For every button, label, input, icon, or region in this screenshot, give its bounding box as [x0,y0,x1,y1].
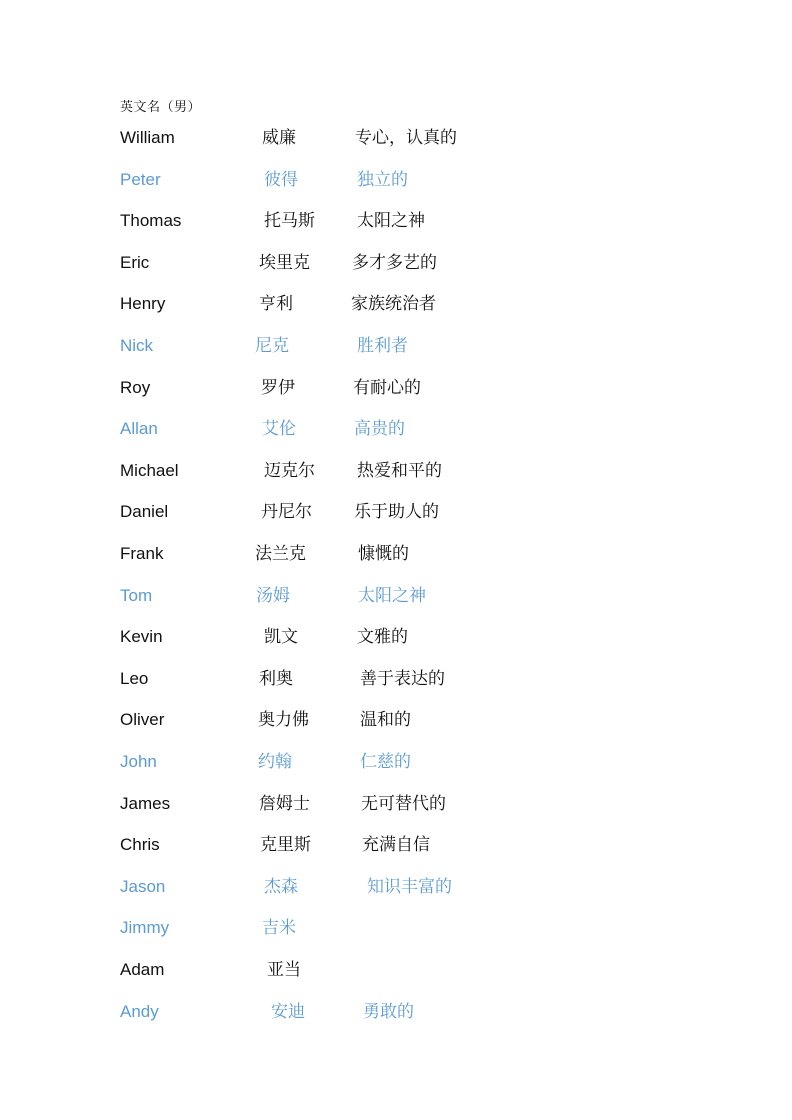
table-row [0,250,792,276]
name-meaning: 仁慈的 [360,752,411,772]
chinese-name: 彼得 [264,169,298,190]
chinese-name: 艾伦 [262,419,296,440]
chinese-name: 尼克 [255,336,289,356]
table-row [0,832,792,858]
table-row [0,458,792,484]
english-name: Nick [120,336,154,355]
english-name: Leo [120,668,149,688]
name-meaning: 太阳之神 [357,211,425,232]
english-name: Oliver [120,710,165,730]
chinese-name: 杰森 [264,876,298,897]
chinese-name: 凯文 [264,627,298,648]
table-row [0,541,792,567]
chinese-name: 约翰 [258,752,292,772]
name-meaning: 家族统治者 [351,294,436,315]
name-meaning: 热爱和平的 [357,460,442,481]
name-meaning: 有耐心的 [353,377,421,398]
name-meaning: 胜利者 [357,336,408,356]
name-meaning: 高贵的 [354,419,405,440]
table-row [0,999,792,1025]
chinese-name: 詹姆士 [259,793,310,814]
chinese-name: 汤姆 [256,585,290,606]
chinese-name: 迈克尔 [264,460,315,481]
section-heading: 英文名（男） [120,100,202,115]
table-row [0,624,792,650]
table-row [0,957,792,983]
chinese-name: 吉米 [262,918,296,939]
chinese-name: 奥力佛 [258,710,309,731]
english-name: Allan [120,419,158,439]
table-row [0,583,792,609]
table-row [0,499,792,525]
chinese-name: 克里斯 [260,835,311,856]
english-name: Jimmy [120,918,170,938]
english-name: Michael [120,460,179,480]
name-meaning: 勇敢的 [363,1001,414,1022]
table-row [0,167,792,193]
name-meaning: 多才多艺的 [352,252,437,273]
name-meaning: 乐于助人的 [354,502,439,523]
table-row [0,915,792,941]
english-name: John [120,752,157,771]
english-name: Thomas [120,211,182,231]
english-name: Henry [120,294,166,314]
english-name: Adam [120,960,165,979]
table-row [0,707,792,733]
name-meaning: 知识丰富的 [367,876,452,897]
english-name: William [120,128,175,147]
name-meaning: 善于表达的 [360,668,445,689]
table-row [0,666,792,692]
name-meaning: 无可替代的 [361,793,446,814]
name-meaning: 专心，认真的 [355,128,457,148]
chinese-name: 丹尼尔 [261,502,312,523]
table-row [0,416,792,442]
english-name: Roy [120,377,151,397]
name-meaning: 充满自信 [362,835,430,856]
english-name: Andy [120,1001,159,1021]
english-name: Kevin [120,627,163,647]
english-name: Chris [120,835,160,855]
table-row [0,375,792,401]
table-row [0,791,792,817]
table-row [0,208,792,234]
name-meaning: 文雅的 [357,627,408,648]
english-name: Peter [120,169,161,189]
english-name: Daniel [120,502,169,522]
chinese-name: 罗伊 [261,377,295,398]
table-row [0,874,792,900]
table-row [0,333,792,359]
table-row [0,291,792,317]
name-meaning: 太阳之神 [358,585,426,606]
english-name: James [120,793,171,813]
table-row [0,125,792,151]
chinese-name: 埃里克 [259,252,310,273]
chinese-name: 托马斯 [264,211,315,232]
english-name: Eric [120,252,150,272]
chinese-name: 利奥 [259,668,293,689]
english-name: Frank [120,544,164,563]
name-meaning: 独立的 [357,169,408,190]
chinese-name: 威廉 [262,128,296,148]
table-row [0,749,792,775]
chinese-name: 法兰克 [255,544,306,564]
english-name: Jason [120,876,166,896]
chinese-name: 亨利 [259,294,293,315]
name-meaning: 慷慨的 [358,544,409,564]
chinese-name: 安迪 [271,1001,305,1022]
english-name: Tom [120,585,153,605]
chinese-name: 亚当 [267,960,301,980]
name-meaning: 温和的 [360,710,411,731]
